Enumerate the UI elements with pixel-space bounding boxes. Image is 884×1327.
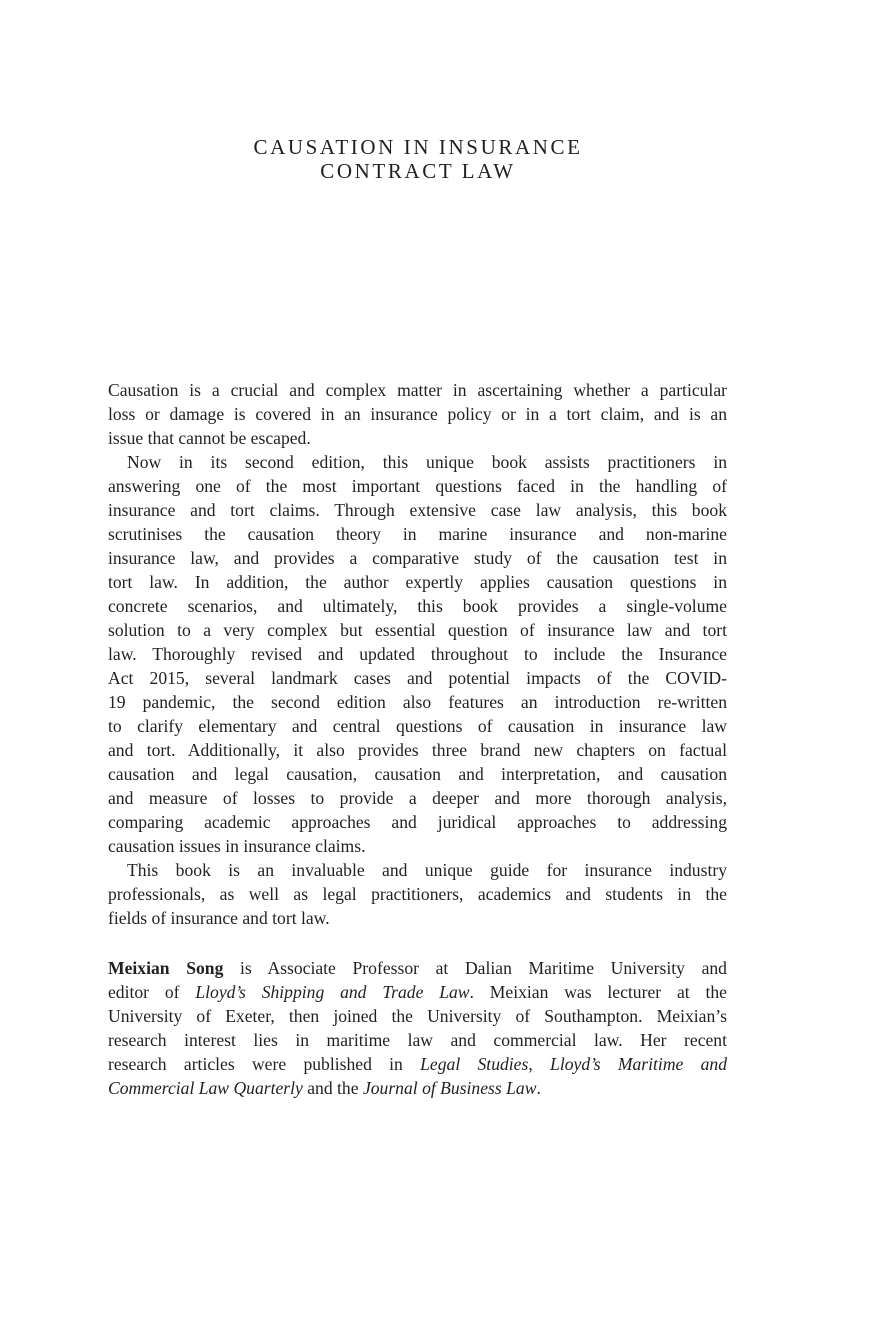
bio-line <box>108 1028 727 1052</box>
text-line: insurance and tort claims. Through extensive case law analysis, this book <box>108 500 727 520</box>
description-paragraph <box>108 858 727 930</box>
book-description <box>108 378 727 1100</box>
text-line: tort law. In addition, the author expertly applies causation questions in <box>108 572 727 592</box>
text-line: Causation is a crucial and complex matter in ascertaining whether a particular <box>108 380 727 400</box>
bio-text: research interest lies in maritime law and commercial law. Her recent <box>108 1030 727 1050</box>
bio-text: and the <box>302 1078 363 1098</box>
text-line: Act 2015, several landmark cases and potential impacts of the COVID- <box>108 668 727 688</box>
text-line: law. Thoroughly revised and updated throughout to include the Insurance <box>108 644 727 664</box>
book-title <box>0 135 836 183</box>
publication-title: Lloyd’s Shipping and Trade Law <box>195 982 470 1002</box>
bio-text: . <box>536 1078 541 1098</box>
publication-title: Legal Studies <box>420 1054 529 1074</box>
text-line: comparing academic approaches and juridical approaches to addressing <box>108 812 727 832</box>
author-bio <box>108 956 727 1100</box>
text-line: answering one of the most important questions faced in the handling of <box>108 476 727 496</box>
bio-line <box>108 980 727 1004</box>
bio-text: . Meixian was lecturer at the <box>469 982 727 1002</box>
publication-title: Lloyd’s Maritime and <box>550 1054 728 1074</box>
description-paragraph <box>108 378 727 450</box>
bio-text: University of Exeter, then joined the University of Southampton. Meixian’s <box>108 1006 727 1026</box>
text-line: fields of insurance and tort law. <box>108 908 330 928</box>
text-line: professionals, as well as legal practitioners, academics and students in the <box>108 884 727 904</box>
text-line: Now in its second edition, this unique book assists practitioners in <box>127 452 727 472</box>
author-name: Meixian Song <box>108 958 224 978</box>
title-line-1: CAUSATION IN INSURANCE <box>253 135 583 159</box>
title-line-2: CONTRACT LAW <box>320 159 516 183</box>
text-line: and measure of losses to provide a deeper and more thorough analysis, <box>108 788 727 808</box>
text-line: solution to a very complex but essential question of insurance law and tort <box>108 620 727 640</box>
text-line: issue that cannot be escaped. <box>108 428 311 448</box>
bio-text: research articles were published in <box>108 1054 421 1074</box>
bio-text: , <box>528 1054 551 1074</box>
bio-line <box>108 1076 727 1100</box>
text-line: and tort. Additionally, it also provides three brand new chapters on factual <box>108 740 727 760</box>
bio-line <box>108 956 727 980</box>
bio-text: is Associate Professor at Dalian Maritime University and <box>223 958 727 978</box>
publication-title: Journal of Business Law <box>362 1078 537 1098</box>
text-line: 19 pandemic, the second edition also features an introduction re-written <box>108 692 727 712</box>
text-line: to clarify elementary and central questions of causation in insurance law <box>108 716 727 736</box>
text-line: causation and legal causation, causation and interpretation, and causation <box>108 764 727 784</box>
bio-line <box>108 1052 727 1076</box>
description-paragraph <box>108 450 727 858</box>
text-line: loss or damage is covered in an insurance policy or in a tort claim, and is an <box>108 404 727 424</box>
publication-title: Commercial Law Quarterly <box>108 1078 303 1098</box>
bio-text: editor of <box>108 982 196 1002</box>
text-line: insurance law, and provides a comparative study of the causation test in <box>108 548 727 568</box>
text-line: scrutinises the causation theory in marine insurance and non-marine <box>108 524 727 544</box>
text-line: concrete scenarios, and ultimately, this book provides a single-volume <box>108 596 727 616</box>
text-line: causation issues in insurance claims. <box>108 836 366 856</box>
bio-line <box>108 1004 727 1028</box>
text-line: This book is an invaluable and unique guide for insurance industry <box>127 860 727 880</box>
